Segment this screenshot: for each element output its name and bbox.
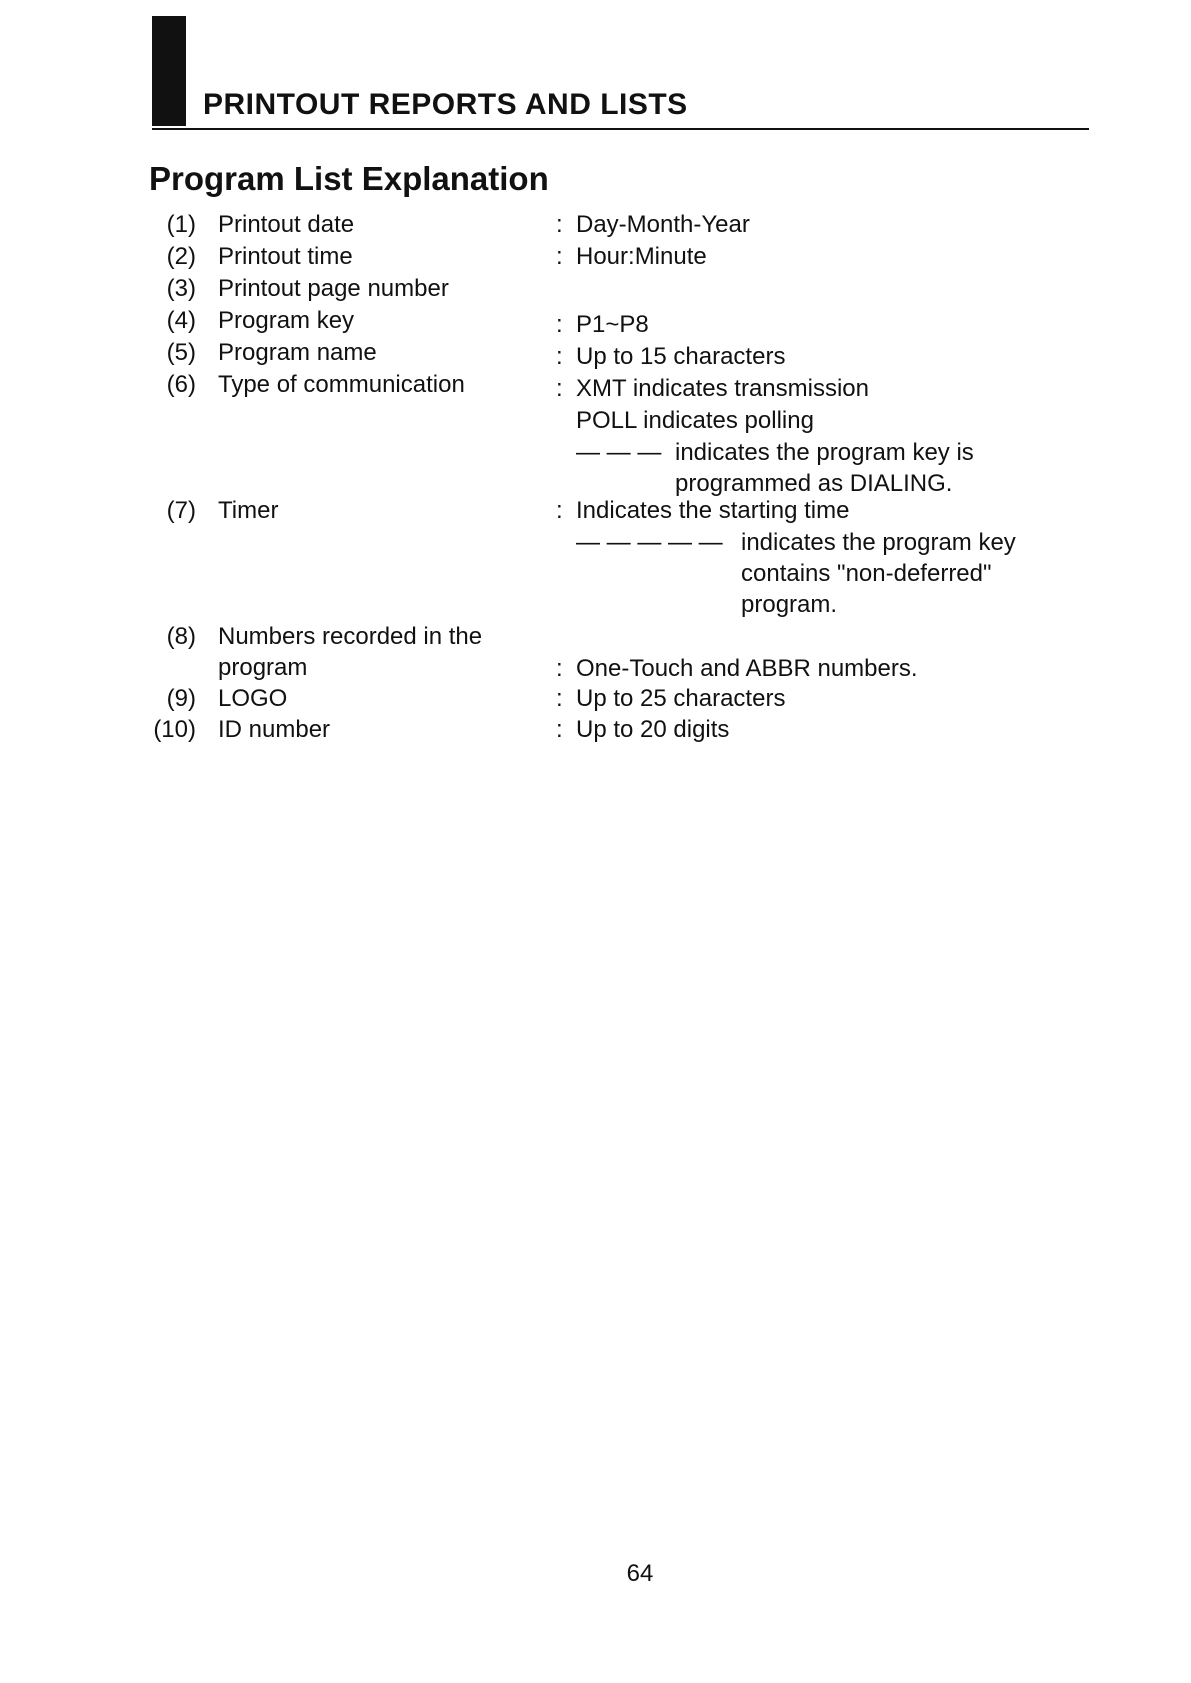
item-number: (5) [166, 339, 196, 366]
item-colon: : [556, 375, 563, 402]
item-label: Printout time [218, 243, 353, 270]
item-colon: : [556, 211, 563, 238]
item-colon: : [556, 716, 563, 743]
section-divider [152, 128, 1089, 130]
section-marker-bar [152, 16, 186, 126]
item-colon: : [556, 685, 563, 712]
item-description: One-Touch and ABBR numbers. [576, 655, 918, 682]
item-number: (3) [166, 275, 196, 302]
item-label: Printout date [218, 211, 355, 238]
section-title: PRINTOUT REPORTS AND LISTS [203, 88, 688, 121]
dash-symbol: — — — — — [576, 529, 723, 556]
list-item [0, 372, 1191, 502]
item-label: Program key [218, 307, 355, 334]
item-colon: : [556, 243, 563, 270]
page-number: 64 [626, 1560, 654, 1587]
dash-explanation: indicates the program key [741, 529, 1016, 556]
item-colon: : [556, 497, 563, 524]
item-label: Printout page number [218, 275, 449, 302]
list-item [0, 498, 1191, 628]
item-description: P1~P8 [576, 311, 649, 338]
item-label-line2: program [218, 654, 308, 681]
item-number: (1) [166, 211, 196, 238]
list-item [0, 624, 1191, 688]
dash-symbol: — — — [576, 439, 662, 466]
item-colon: : [556, 343, 563, 370]
item-description-line2: POLL indicates polling [576, 407, 814, 434]
item-label: Timer [218, 497, 279, 524]
item-description: Up to 25 characters [576, 685, 786, 712]
dash-explanation-line2: contains "non-deferred" [741, 560, 992, 587]
item-colon: : [556, 311, 563, 338]
item-label: Program name [218, 339, 377, 366]
item-label: LOGO [218, 685, 288, 712]
item-description: Indicates the starting time [576, 497, 850, 524]
page-title: Program List Explanation [149, 160, 549, 197]
item-colon: : [556, 655, 563, 682]
item-description: Up to 20 digits [576, 716, 730, 743]
dash-explanation-line3: program. [741, 591, 838, 618]
item-label: ID number [218, 716, 331, 743]
item-number: (2) [166, 243, 196, 270]
item-label: Type of communication [218, 371, 465, 398]
item-number: (8) [166, 623, 196, 650]
item-description: Day-Month-Year [576, 211, 750, 238]
item-number: (4) [166, 307, 196, 334]
item-number: (9) [166, 685, 196, 712]
item-label: Numbers recorded in the [218, 623, 483, 650]
item-description: Hour:Minute [576, 243, 707, 270]
item-number: (10) [153, 716, 196, 743]
item-number: (7) [166, 497, 196, 524]
item-description: XMT indicates transmission [576, 375, 869, 402]
item-number: (6) [166, 371, 196, 398]
item-description: Up to 15 characters [576, 343, 786, 370]
dash-explanation-line2: programmed as DIALING. [675, 470, 953, 497]
dash-explanation: indicates the program key is [675, 439, 974, 466]
